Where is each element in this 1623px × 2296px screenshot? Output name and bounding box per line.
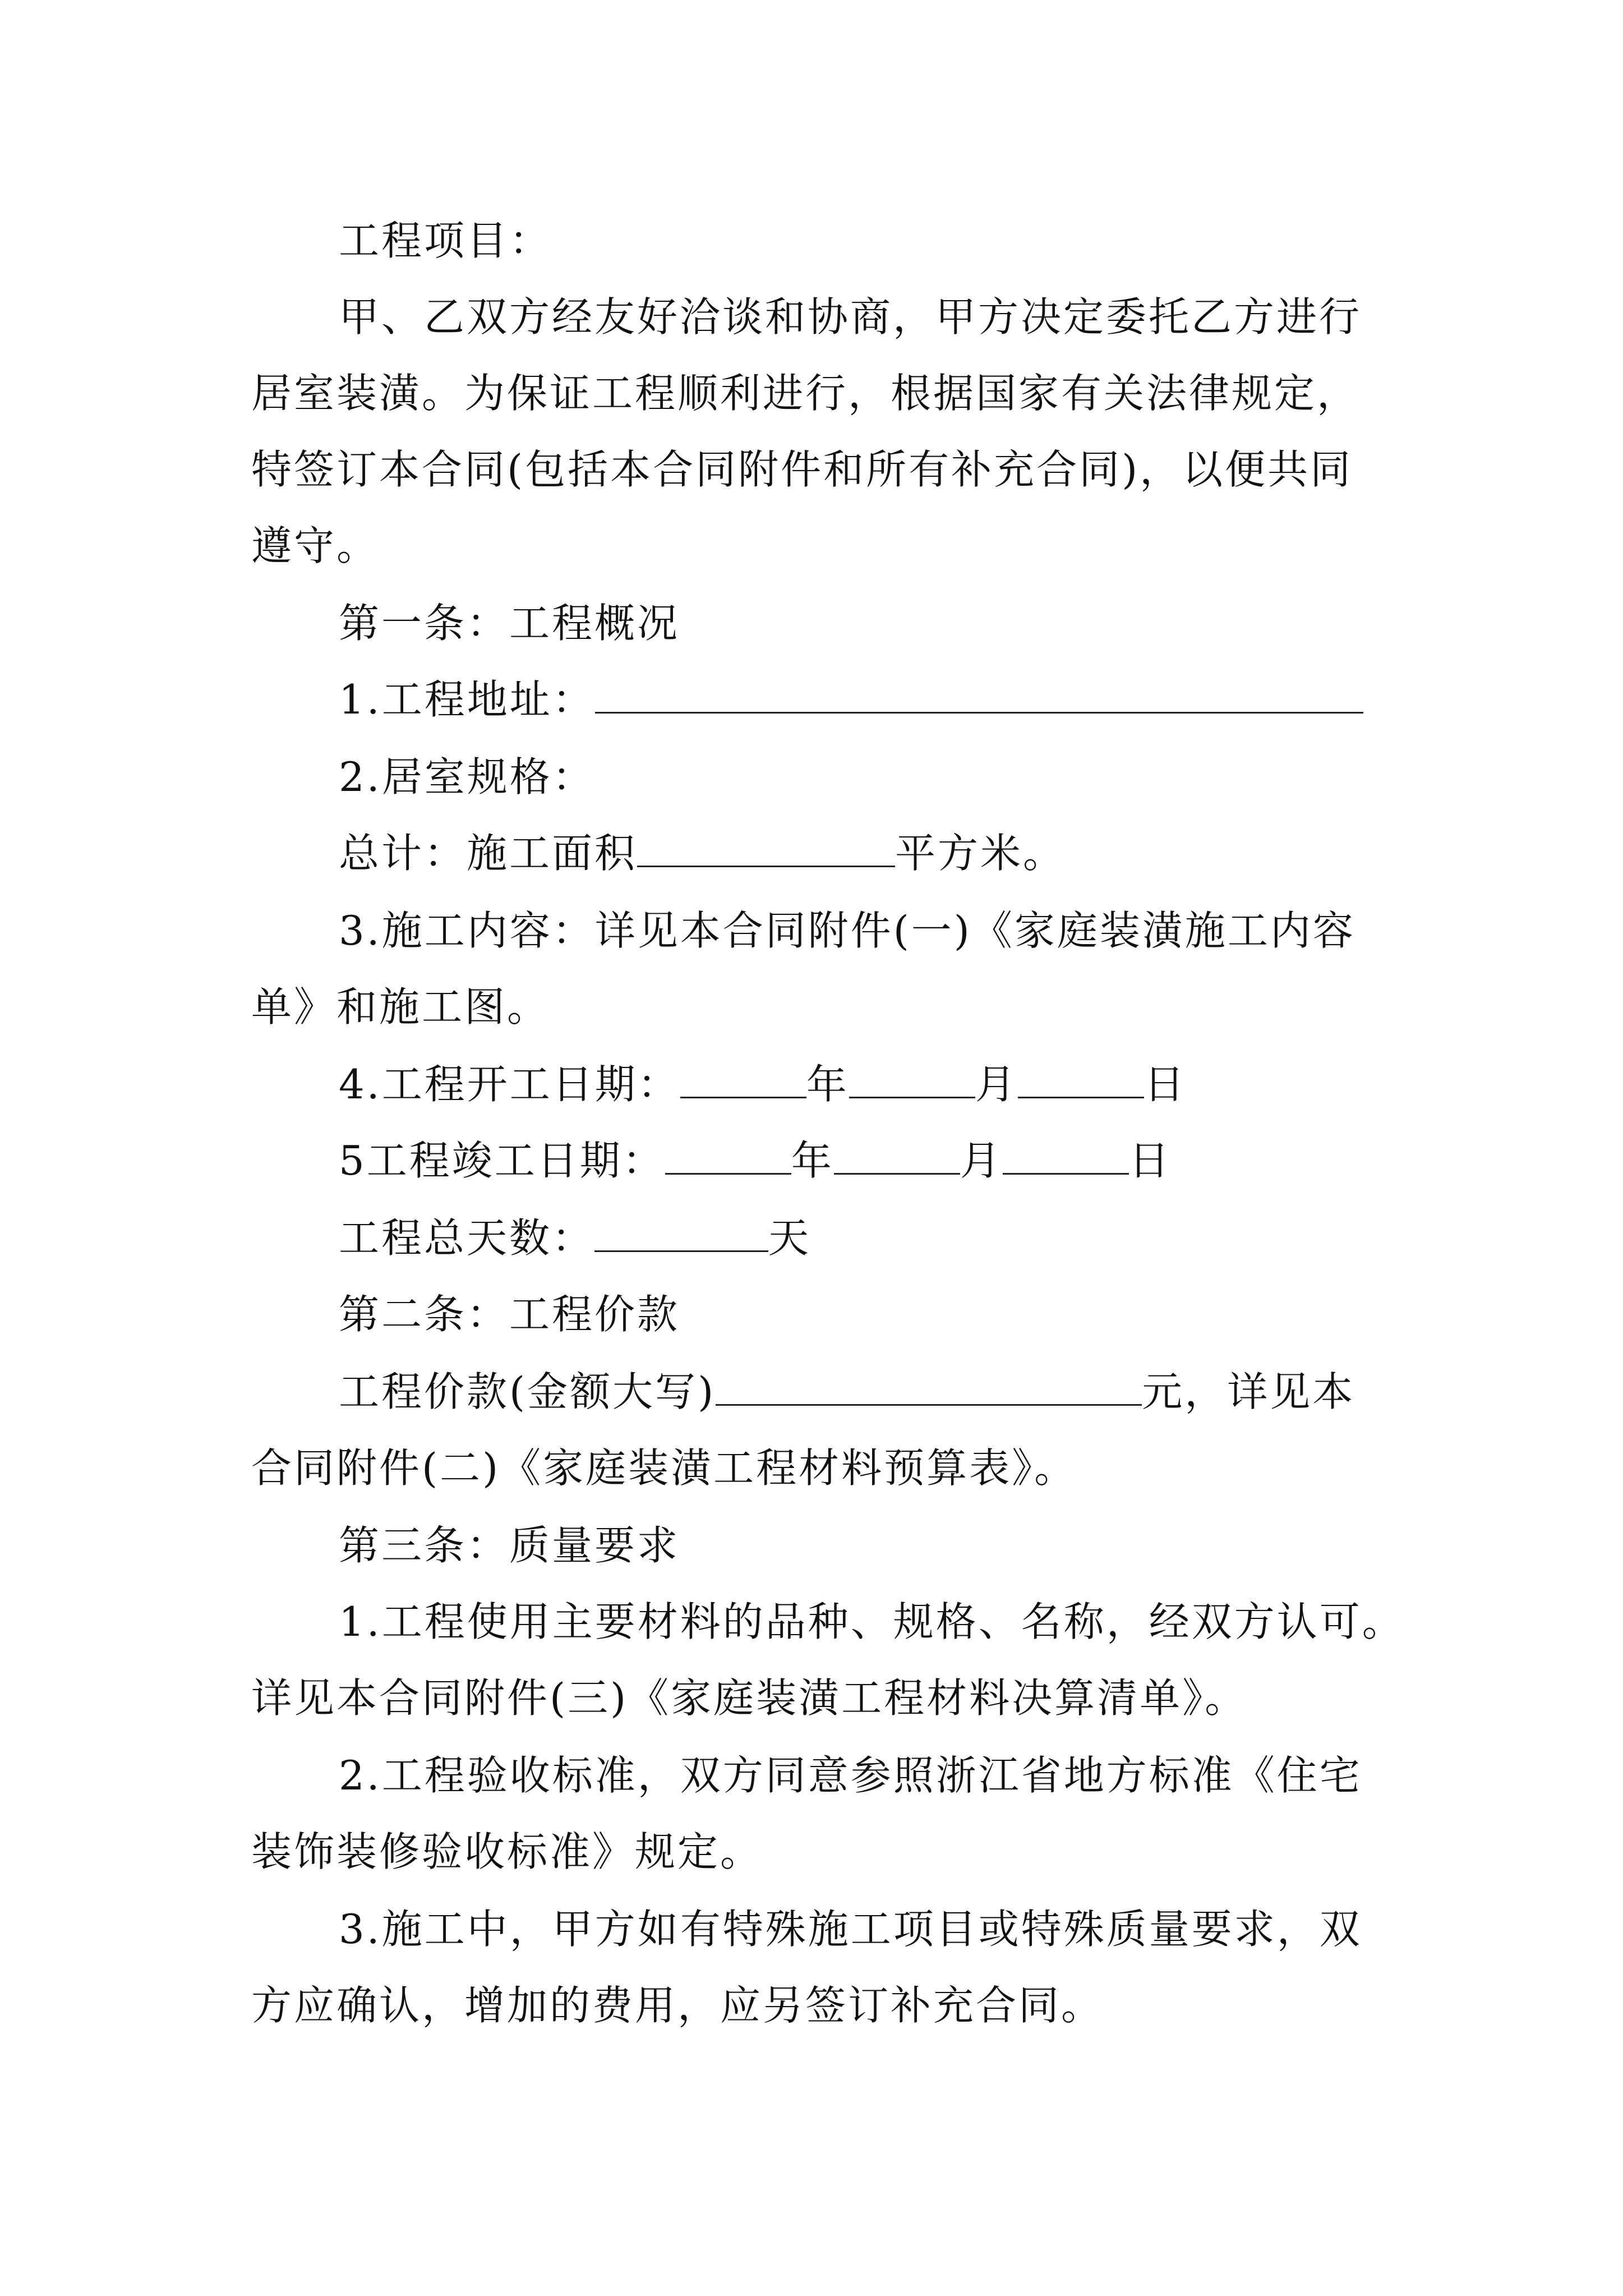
address-blank[interactable] xyxy=(595,675,1363,714)
quality-item-2-line-1: 2.工程验收标准，双方同意参照浙江省地方标准《住宅 xyxy=(339,1752,1362,1799)
price-blank[interactable] xyxy=(716,1367,1142,1406)
start-day-blank[interactable] xyxy=(1018,1060,1144,1098)
spec-row: 2.居室规格： xyxy=(339,753,595,800)
quality-item-1-line-2: 详见本合同附件(三)《家庭装潢工程材料决算清单》。 xyxy=(251,1674,1248,1722)
content-line-2: 单》和施工图。 xyxy=(251,983,550,1030)
price-line-2: 合同附件(二)《家庭装潢工程材料预算表》。 xyxy=(251,1444,1077,1492)
end-year-blank[interactable] xyxy=(665,1136,791,1175)
article-3-title: 第三条：质量要求 xyxy=(339,1522,680,1569)
intro-line-3: 特签订本合同(包括本合同附件和所有补充合同)，以便共同 xyxy=(251,446,1353,493)
end-date-row: 5工程竣工日期： 年 月 日 xyxy=(339,1137,1172,1184)
article-2-title: 第二条：工程价款 xyxy=(339,1291,680,1338)
intro-line-1: 甲、乙双方经友好洽谈和协商，甲方决定委托乙方进行 xyxy=(339,293,1362,341)
days-row: 工程总天数： 天 xyxy=(339,1214,811,1262)
days-blank[interactable] xyxy=(594,1213,768,1252)
price-row: 工程价款(金额大写) 元，详见本 xyxy=(339,1368,1355,1415)
quality-item-3-line-2: 方应确认，增加的费用，应另签订补充合同。 xyxy=(251,1982,1104,2029)
quality-item-2-line-2: 装饰装修验收标准》规定。 xyxy=(251,1828,763,1875)
article-1-title: 第一条：工程概况 xyxy=(339,600,680,647)
address-row: 1.工程地址： xyxy=(339,674,1550,725)
quality-item-3-line-1: 3.施工中，甲方如有特殊施工项目或特殊质量要求，双 xyxy=(339,1906,1362,1953)
content-line-1: 3.施工内容：详见本合同附件(一)《家庭装潢施工内容 xyxy=(339,907,1355,954)
start-month-blank[interactable] xyxy=(849,1060,975,1098)
project-heading: 工程项目： xyxy=(339,217,552,264)
area-blank[interactable] xyxy=(637,829,895,867)
intro-line-4: 遵守。 xyxy=(251,522,380,569)
area-row: 总计：施工面积 平方米。 xyxy=(339,830,1066,877)
quality-item-1-line-1: 1.工程使用主要材料的品种、规格、名称，经双方认可。 xyxy=(339,1598,1405,1645)
intro-line-2: 居室装潢。为保证工程顺利进行，根据国家有关法律规定， xyxy=(251,370,1360,417)
start-date-row: 4.工程开工日期： 年 月 日 xyxy=(339,1061,1187,1108)
start-year-blank[interactable] xyxy=(680,1060,806,1098)
end-day-blank[interactable] xyxy=(1003,1136,1129,1175)
end-month-blank[interactable] xyxy=(834,1136,960,1175)
